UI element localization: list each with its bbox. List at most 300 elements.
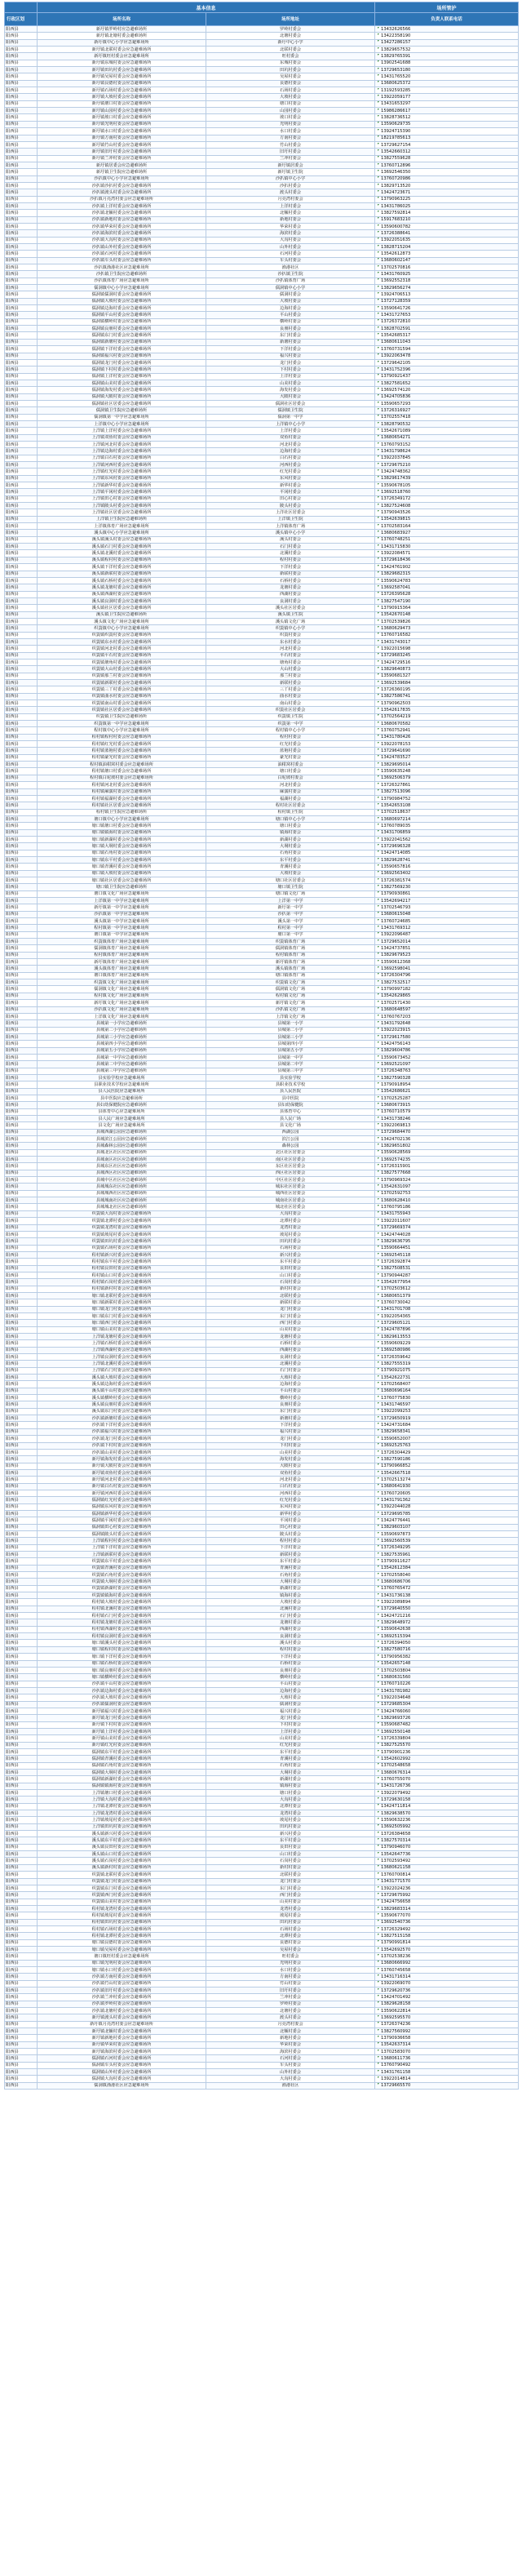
- region-cell: 阳西县: [5, 1728, 38, 1734]
- contact-phone-cell: [375, 33, 519, 39]
- text-number-warning-icon: [378, 1702, 379, 1703]
- text-number-warning-icon: [378, 129, 379, 131]
- contact-phone-cell: [375, 1510, 519, 1517]
- shelter-name-cell: 上洋镇下洋村委会应急避难场所: [38, 1544, 206, 1551]
- shelter-name-cell: 程村镇龙湾村委会应急避难场所: [38, 1905, 206, 1912]
- shelter-name-cell: 溪头镇新联村委会应急避难场所: [38, 571, 206, 577]
- region-cell: 阳西县: [5, 700, 38, 707]
- contact-phone-text: 13680686706: [381, 1579, 411, 1585]
- table-row: [5, 762, 519, 768]
- shelter-address-cell: 山外村委会: [206, 244, 375, 251]
- table-row: [5, 516, 519, 522]
- shelter-name-cell: 溪头镇中心小学应急避难场所: [38, 530, 206, 536]
- table-row: [5, 618, 519, 624]
- table-row: [5, 652, 519, 659]
- shelter-name-cell: 沙扒镇月亮湾村委会应急避难场所: [38, 196, 206, 202]
- contact-phone-cell: [375, 918, 519, 925]
- contact-phone-cell: [375, 1552, 519, 1558]
- contact-phone-cell: [375, 1428, 519, 1435]
- region-cell: 阳西县: [5, 407, 38, 414]
- table-row: [5, 1068, 519, 1074]
- shelter-address-cell: 月亮湾村委会: [206, 196, 375, 202]
- text-number-warning-icon: [378, 1089, 379, 1090]
- region-cell: 阳西县: [5, 39, 38, 46]
- contact-phone-cell: [375, 373, 519, 380]
- table-row: [5, 584, 519, 591]
- shelter-address-cell: 县中医院: [206, 1095, 375, 1101]
- text-number-warning-icon: [378, 1791, 379, 1792]
- contact-phone-cell: [375, 1606, 519, 1612]
- shelter-address-cell: 城东社区居委会: [206, 1184, 375, 1190]
- region-cell: 阳西县: [5, 611, 38, 618]
- contact-phone-text: 13692550148: [381, 1729, 411, 1734]
- shelter-address-cell: 北溪村委会: [206, 550, 375, 557]
- table-row: [5, 1061, 519, 1068]
- shelter-address-cell: 龙门村委会: [206, 359, 375, 366]
- shelter-name-cell: 溪头镇大坡村委会应急避难场所: [38, 1375, 206, 1381]
- region-cell: 阳西县: [5, 1395, 38, 1401]
- shelter-address-cell: 龙湾村委会: [206, 1905, 375, 1912]
- contact-phone-cell: [375, 1565, 519, 1571]
- region-cell: 阳西县: [5, 475, 38, 482]
- table-row: [5, 1047, 519, 1054]
- text-number-warning-icon: [378, 571, 379, 573]
- shelter-name-cell: 程村镇社区居委会应急避难场所: [38, 802, 206, 809]
- contact-phone-text: 13590635248: [381, 769, 411, 775]
- region-cell: 阳西县: [5, 1449, 38, 1455]
- contact-phone-cell: [375, 605, 519, 611]
- shelter-name-cell: 程村镇红光村委会应急避难场所: [38, 741, 206, 748]
- contact-phone-text: 13692518760: [381, 490, 411, 495]
- table-row: [5, 1401, 519, 1408]
- contact-phone-cell: [375, 768, 519, 775]
- text-number-warning-icon: [378, 1498, 379, 1499]
- contact-phone-cell: [375, 1966, 519, 1973]
- table-row: [5, 1708, 519, 1714]
- text-number-warning-icon: [378, 1007, 379, 1009]
- text-number-warning-icon: [378, 1130, 379, 1131]
- text-number-warning-icon: [378, 1477, 379, 1479]
- contact-phone-cell: [375, 1613, 519, 1619]
- shelter-address-cell: 石场村委会: [206, 87, 375, 94]
- shelter-name-cell: 沙扒镇山美村委会应急避难场所: [38, 1449, 206, 1455]
- text-number-warning-icon: [378, 1559, 379, 1561]
- contact-phone-cell: [375, 1401, 519, 1408]
- shelter-name-cell: 程村镇新兴村委会应急避难场所: [38, 1251, 206, 1258]
- table-row: [5, 802, 519, 809]
- table-row: [5, 700, 519, 707]
- table-row: [5, 1102, 519, 1108]
- contact-phone-cell: [375, 1803, 519, 1810]
- shelter-name-cell: 县城西湖公园应急避难场所: [38, 1129, 206, 1135]
- region-cell: 阳西县: [5, 1224, 38, 1231]
- shelter-address-cell: 华荣村委会: [206, 223, 375, 229]
- table-row: [5, 87, 519, 94]
- contact-phone-text: 13702503804: [381, 1668, 411, 1673]
- text-number-warning-icon: [378, 1150, 379, 1152]
- shelter-address-cell: 儒洞村委会: [206, 1701, 375, 1708]
- region-cell: 阳西县: [5, 2001, 38, 2007]
- contact-phone-cell: [375, 611, 519, 618]
- shelter-name-cell: 县文化广场应急避难场所: [38, 1122, 206, 1129]
- contact-phone-text: 13590609229: [381, 1341, 411, 1347]
- table-row: [5, 625, 519, 632]
- table-row: [5, 2001, 519, 2007]
- region-cell: 阳西县: [5, 1646, 38, 1653]
- contact-phone-cell: [375, 870, 519, 877]
- contact-phone-cell: [375, 1306, 519, 1312]
- contact-phone-cell: [375, 121, 519, 127]
- shelter-address-cell: 东平村委会: [206, 1259, 375, 1265]
- region-cell: 阳西县: [5, 1797, 38, 1803]
- region-cell: 阳西县: [5, 1919, 38, 1925]
- table-row: [5, 1925, 519, 1932]
- region-cell: 阳西县: [5, 516, 38, 522]
- shelter-address-cell: 县城第三中学: [206, 1068, 375, 1074]
- contact-phone-cell: [375, 1238, 519, 1245]
- shelter-address-cell: 田心村委会: [206, 495, 375, 502]
- contact-phone-cell: [375, 1163, 519, 1170]
- text-number-warning-icon: [378, 905, 379, 907]
- table-row: [5, 1748, 519, 1755]
- shelter-name-cell: 沙扒镇北塘村委会应急避难场所: [38, 2008, 206, 2014]
- text-number-warning-icon: [378, 878, 379, 880]
- shelter-address-cell: 坡尾村委会: [206, 1912, 375, 1919]
- text-number-warning-icon: [378, 1055, 379, 1057]
- contact-phone-cell: [375, 931, 519, 938]
- text-number-warning-icon: [378, 585, 379, 587]
- contact-phone-text: 13729684470: [381, 1130, 411, 1135]
- region-cell: 阳西县: [5, 2008, 38, 2014]
- contact-phone-cell: [375, 2001, 519, 2007]
- shelter-address-cell: 东门村委会: [206, 1408, 375, 1415]
- contact-phone-text: 13829651802: [381, 1144, 411, 1149]
- contact-phone-cell: [375, 1864, 519, 1871]
- region-cell: 阳西县: [5, 571, 38, 577]
- region-cell: 阳西县: [5, 1388, 38, 1394]
- region-cell: 阳西县: [5, 1721, 38, 1728]
- shelter-name-cell: 儒洞镇新湖村委会应急避难场所: [38, 1776, 206, 1783]
- contact-phone-cell: [375, 1367, 519, 1374]
- contact-phone-cell: [375, 1654, 519, 1660]
- contact-phone-text: 13827560992: [381, 2028, 411, 2034]
- table-row: [5, 1108, 519, 1115]
- contact-phone-cell: [375, 1157, 519, 1163]
- shelter-address-cell: 横岭村委会: [206, 1395, 375, 1401]
- contact-phone-text: 13431769312: [381, 926, 411, 931]
- text-number-warning-icon: [378, 858, 379, 859]
- contact-phone-cell: [375, 1585, 519, 1592]
- table-row: [5, 856, 519, 863]
- shelter-address-cell: 福兴村委会: [206, 353, 375, 359]
- contact-phone-cell: [375, 659, 519, 665]
- region-cell: 阳西县: [5, 1790, 38, 1797]
- shelter-name-cell: 程村镇大坡村委会应急避难场所: [38, 1599, 206, 1606]
- contact-phone-cell: [375, 2028, 519, 2035]
- contact-phone-text: 13829695014: [381, 762, 411, 767]
- table-row: [5, 278, 519, 284]
- region-cell: 阳西县: [5, 1102, 38, 1108]
- table-row: [5, 1592, 519, 1599]
- table-row: [5, 1980, 519, 1987]
- shelter-address-cell: 县文化广场: [206, 1122, 375, 1129]
- text-number-warning-icon: [378, 769, 379, 771]
- table-row: [5, 210, 519, 216]
- contact-phone-text: 13726348763: [381, 1068, 411, 1074]
- table-row: [5, 605, 519, 611]
- contact-phone-cell: [375, 1149, 519, 1156]
- contact-phone-text: 13829617439: [381, 476, 411, 482]
- contact-phone-cell: [375, 448, 519, 455]
- contact-phone-cell: [375, 100, 519, 107]
- shelter-name-cell: 儒洞镇福兴村委会应急避难场所: [38, 353, 206, 359]
- contact-phone-text: 13680651379: [381, 1293, 411, 1299]
- region-cell: 阳西县: [5, 1259, 38, 1265]
- contact-phone-text: 13729630158: [381, 1797, 411, 1803]
- region-cell: 阳西县: [5, 1436, 38, 1442]
- contact-phone-text: 13829613553: [381, 1334, 411, 1339]
- contact-phone-text: 13590673452: [381, 1055, 411, 1060]
- contact-phone-text: 13760724685: [381, 918, 411, 924]
- text-number-warning-icon: [378, 1286, 379, 1288]
- region-cell: 阳西县: [5, 182, 38, 189]
- contact-phone-cell: [375, 1674, 519, 1681]
- contact-phone-cell: [375, 1312, 519, 1319]
- region-cell: 阳西县: [5, 788, 38, 795]
- shelter-name-cell: 县城第二小学应急避难场所: [38, 1027, 206, 1033]
- contact-phone-cell: [375, 251, 519, 257]
- contact-phone-cell: [375, 952, 519, 958]
- text-number-warning-icon: [378, 626, 379, 628]
- table-row: [5, 1428, 519, 1435]
- region-cell: 阳西县: [5, 577, 38, 584]
- contact-phone-text: 13827559628: [381, 156, 411, 162]
- text-number-warning-icon: [378, 1545, 379, 1547]
- shelter-address-cell: 县城第三小学: [206, 1033, 375, 1040]
- shelter-address-cell: 新村村委会: [206, 1864, 375, 1871]
- table-row: [5, 100, 519, 107]
- region-cell: 阳西县: [5, 318, 38, 325]
- contact-phone-text: 13431653297: [381, 101, 411, 107]
- shelter-address-cell: 双鱼村委会: [206, 1469, 375, 1476]
- contact-phone-cell: [375, 1408, 519, 1415]
- text-number-warning-icon: [378, 783, 379, 784]
- shelter-name-cell: 儒洞镇卫生院应急避难场所: [38, 407, 206, 414]
- contact-phone-text: 13827524608: [381, 503, 411, 509]
- contact-phone-text: 13692506379: [381, 775, 411, 781]
- text-number-warning-icon: [378, 1423, 379, 1424]
- text-number-warning-icon: [378, 1137, 379, 1139]
- text-number-warning-icon: [378, 1722, 379, 1724]
- shelter-address-cell: 溪头镇文化广场: [206, 618, 375, 624]
- table-row: [5, 155, 519, 162]
- contact-phone-text: 13590678105: [381, 482, 411, 488]
- region-cell: 阳西县: [5, 1994, 38, 2001]
- shelter-name-cell: 儒洞镇东风村委会应急避难场所: [38, 1503, 206, 1510]
- shelter-address-cell: 良朋村委会: [206, 326, 375, 332]
- region-cell: 阳西县: [5, 332, 38, 339]
- contact-phone-cell: [375, 571, 519, 577]
- contact-phone-text: 13680628410: [381, 1197, 411, 1203]
- shelter-address-cell: 新华村委会: [206, 482, 375, 489]
- table-row: [5, 1599, 519, 1606]
- contact-phone-cell: [375, 741, 519, 748]
- table-row: [5, 1375, 519, 1381]
- region-cell: 阳西县: [5, 1783, 38, 1789]
- table-row: [5, 60, 519, 66]
- table-header: [5, 2, 519, 26]
- text-number-warning-icon: [378, 1144, 379, 1145]
- table-row: [5, 1544, 519, 1551]
- shelter-table: [4, 2, 519, 2090]
- shelter-name-cell: 上洋镇良洞村委会应急避难场所: [38, 1354, 206, 1361]
- text-number-warning-icon: [378, 640, 379, 642]
- contact-phone-cell: [375, 809, 519, 815]
- table-row: [5, 182, 519, 189]
- contact-phone-text: 13760731594: [381, 346, 411, 352]
- text-number-warning-icon: [378, 993, 379, 995]
- text-number-warning-icon: [378, 517, 379, 518]
- contact-phone-text: 13590687482: [381, 1722, 411, 1728]
- table-row: [5, 1905, 519, 1912]
- table-row: [5, 1265, 519, 1272]
- contact-phone-cell: [375, 890, 519, 897]
- contact-phone-text: 13692540736: [381, 1920, 411, 1925]
- region-cell: 阳西县: [5, 278, 38, 284]
- shelter-name-cell: 新圩镇月亮湾村委会应急避难场所: [38, 2021, 206, 2027]
- text-number-warning-icon: [378, 1981, 379, 1983]
- shelter-address-cell: 织篢镇中心小学: [206, 625, 375, 632]
- region-cell: 阳西县: [5, 618, 38, 624]
- shelter-address-cell: 福湖村委会: [206, 795, 375, 802]
- region-cell: 阳西县: [5, 1674, 38, 1681]
- text-number-warning-icon: [378, 476, 379, 477]
- contact-phone-text: 13922078153: [381, 741, 411, 747]
- shelter-name-cell: 沙扒镇体育广场应急避难场所: [38, 278, 206, 284]
- text-number-warning-icon: [378, 851, 379, 852]
- region-cell: 阳西县: [5, 1510, 38, 1517]
- table-row: [5, 189, 519, 196]
- shelter-name-cell: 程村镇西湖村委会应急避难场所: [38, 1626, 206, 1632]
- shelter-address-cell: 双鱼村委会: [206, 434, 375, 441]
- shelter-address-cell: 山外村委会: [206, 2069, 375, 2076]
- table-row: [5, 734, 519, 740]
- shelter-address-cell: 龙湾村委会: [206, 1810, 375, 1817]
- shelter-address-cell: 方南村委会: [206, 1974, 375, 1980]
- shelter-name-cell: 沙扒镇北额村委会应急避难场所: [38, 210, 206, 216]
- text-number-warning-icon: [378, 1654, 379, 1656]
- region-cell: 阳西县: [5, 128, 38, 135]
- contact-phone-cell: [375, 285, 519, 291]
- shelter-name-cell: 儒洞镇新塘村委会应急避难场所: [38, 339, 206, 345]
- shelter-name-cell: 程村镇石岗村委会应急避难场所: [38, 1279, 206, 1286]
- text-number-warning-icon: [378, 1429, 379, 1431]
- table-row: [5, 114, 519, 121]
- shelter-name-cell: 织篢镇坡尾村委会应急避难场所: [38, 1231, 206, 1237]
- shelter-name-cell: 儒洞镇东门村委会应急避难场所: [38, 332, 206, 339]
- text-number-warning-icon: [378, 278, 379, 280]
- region-cell: 阳西县: [5, 707, 38, 713]
- shelter-address-cell: 麻演村委会: [206, 788, 375, 795]
- text-number-warning-icon: [378, 326, 379, 328]
- table-row: [5, 986, 519, 993]
- table-row: [5, 434, 519, 441]
- text-number-warning-icon: [378, 115, 379, 117]
- shelter-name-cell: 塘口镇大垌村委会应急避难场所: [38, 843, 206, 850]
- contact-phone-cell: [375, 2082, 519, 2089]
- shelter-name-cell: 程村镇麻演村委会应急避难场所: [38, 788, 206, 795]
- contact-phone-cell: [375, 462, 519, 469]
- contact-phone-cell: [375, 1817, 519, 1823]
- shelter-name-cell: 沙扒镇华荣村委会应急避难场所: [38, 223, 206, 229]
- shelter-address-cell: 新兴村委会: [206, 1251, 375, 1258]
- contact-phone-text: 13726392874: [381, 1259, 411, 1264]
- contact-phone-text: 13790991814: [381, 1940, 411, 1946]
- shelter-address-cell: 石门村委会: [206, 544, 375, 550]
- text-number-warning-icon: [378, 926, 379, 927]
- table-row: [5, 1885, 519, 1891]
- contact-phone-text: 13542686621: [381, 1089, 411, 1095]
- table-row: [5, 1197, 519, 1204]
- shelter-address-cell: 青溪村委会: [206, 864, 375, 870]
- table-row: [5, 809, 519, 815]
- shelter-address-cell: 东门村委会: [206, 1312, 375, 1319]
- text-number-warning-icon: [378, 95, 379, 96]
- contact-phone-text: 13726327861: [381, 782, 411, 788]
- shelter-address-cell: 大坡村委会: [206, 1375, 375, 1381]
- text-number-warning-icon: [378, 714, 379, 716]
- contact-phone-text: 13702518637: [381, 810, 411, 815]
- contact-phone-cell: [375, 489, 519, 495]
- contact-phone-text: 13702571430: [381, 1000, 411, 1006]
- shelter-address-cell: 溪头镇中心小学: [206, 530, 375, 536]
- region-cell: 阳西县: [5, 80, 38, 87]
- shelter-name-cell: 儒洞镇新华村委会应急避难场所: [38, 1510, 206, 1517]
- contact-phone-text: 13692580986: [381, 1348, 411, 1353]
- text-number-warning-icon: [378, 1266, 379, 1268]
- text-number-warning-icon: [378, 1355, 379, 1357]
- table-row: [5, 1701, 519, 1708]
- text-number-warning-icon: [378, 775, 379, 777]
- region-cell: 阳西县: [5, 850, 38, 856]
- text-number-warning-icon: [378, 2070, 379, 2072]
- text-number-warning-icon: [378, 864, 379, 866]
- shelter-name-cell: 上洋镇田心村委会应急避难场所: [38, 495, 206, 502]
- text-number-warning-icon: [378, 1750, 379, 1752]
- shelter-name-cell: 塘口镇旺村委会应急避难场所: [38, 1953, 206, 1960]
- region-cell: 阳西县: [5, 1292, 38, 1299]
- shelter-address-cell: 织篢镇体育广场: [206, 939, 375, 945]
- table-row: [5, 1469, 519, 1476]
- table-row: [5, 141, 519, 148]
- shelter-address-cell: 平冈村委会: [206, 489, 375, 495]
- text-number-warning-icon: [378, 1246, 379, 1247]
- table-row: [5, 80, 519, 87]
- region-cell: 阳西县: [5, 1401, 38, 1408]
- region-cell: 阳西县: [5, 326, 38, 332]
- shelter-name-cell: 溪头镇石门村委会应急避难场所: [38, 544, 206, 550]
- shelter-address-cell: 县城第二小学: [206, 1027, 375, 1033]
- contact-phone-text: 18219785613: [381, 135, 411, 141]
- contact-phone-cell: [375, 1361, 519, 1367]
- text-number-warning-icon: [378, 728, 379, 730]
- shelter-address-cell: 河北村委会: [206, 646, 375, 652]
- region-cell: 阳西县: [5, 305, 38, 312]
- contact-phone-cell: [375, 1231, 519, 1237]
- region-cell: 阳西县: [5, 972, 38, 979]
- contact-phone-text: 13702548658: [381, 1763, 411, 1769]
- contact-phone-cell: [375, 516, 519, 522]
